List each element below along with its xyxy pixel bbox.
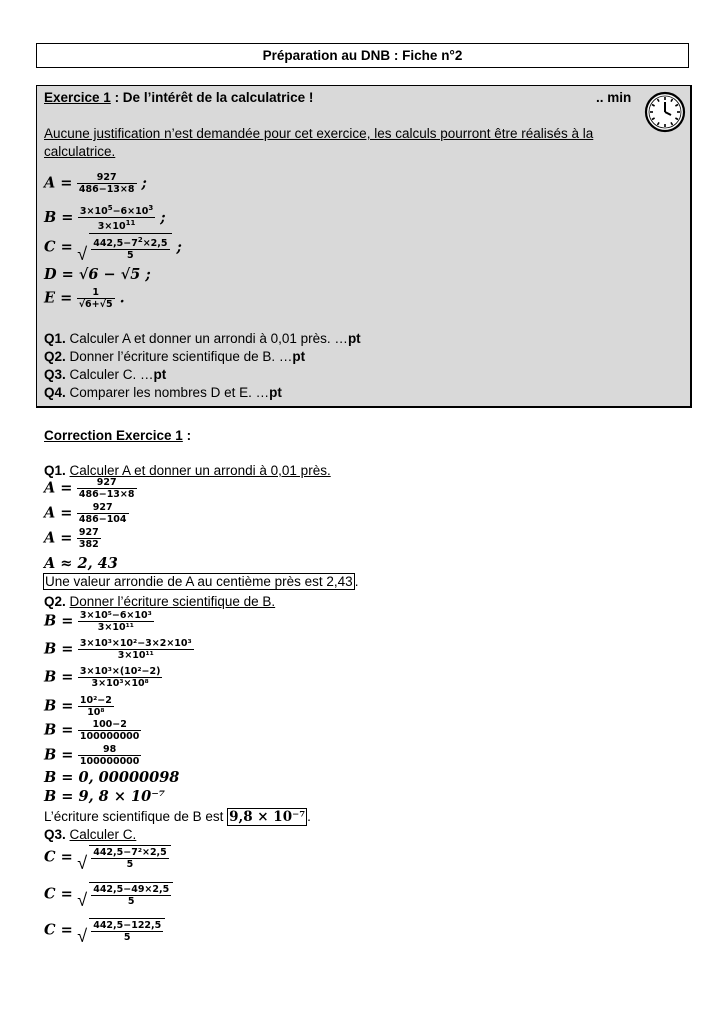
q2-step-6: B = $\frac{98}{100000000}$ [44, 744, 140, 767]
question-2: Q2. Donner l’écriture scientifique de B. …pt [44, 349, 306, 364]
correction-heading: Correction Exercice 1 : [44, 428, 192, 443]
question-4: Q4. Comparer les nombres D et E. …pt [44, 385, 282, 400]
instruction-line-1: Aucune justification n’est demandée pour cet exercice, les calculs pourront être réalisés à la [44, 126, 594, 141]
def-d: D = √6 − √5 ; [44, 266, 151, 283]
q1-step-2: A = $\frac{927}{486-104}$ [44, 502, 127, 525]
correction-q3-heading: Q3. Calculer C. [44, 827, 137, 842]
q3-step-3: C = √ $\frac{442,5-122,5}{5}$ [44, 918, 165, 943]
exercise-heading-text: : De l’intérêt de la calculatrice ! [110, 90, 314, 105]
def-a: A = $\frac{927}{486-13\times 8}$ ; [44, 172, 147, 195]
instruction-line-2: calculatrice. [44, 144, 116, 159]
q1-conclusion: Une valeur arrondie de A au centième près est 2,43 . [45, 574, 359, 589]
q2-step-5: B = $\frac{100-2}{100000000}$ [44, 719, 140, 742]
def-a-fraction: $\frac{927}{486-13\times 8}$ [78, 172, 135, 195]
q1-approx: A ≈ 2, 43 [44, 555, 118, 572]
q1-step-1: A = $\frac{927}{486-13\times 8}$ [44, 477, 135, 500]
q2-sci: B = 9, 8 × 10⁻⁷ [44, 788, 166, 805]
q2-decimal: B = 0, 00000098 [44, 769, 180, 786]
clock-icon [643, 90, 687, 134]
q3-step-2: C = √ $\frac{442,5-49\times 2,5}{5}$ [44, 882, 173, 907]
page-title: Préparation au DNB : Fiche n°2 [36, 43, 689, 68]
def-b: B = $\frac{3\times 10^5-6\times 10^3}{3\times 10^{11}}$ ; [44, 204, 166, 233]
q2-step-4: B = $\frac{\text{10²−2}}{\text{10⁸}}$ [44, 695, 112, 718]
exercise-time: .. min [596, 90, 632, 105]
def-c: C = √ $\frac{442,5-7^2\times 2,5}{5}$ ; [44, 233, 182, 261]
def-c-fraction: $\frac{442,5-7^2\times 2,5}{5}$ [93, 236, 168, 262]
correction-q2-heading: Q2. Donner l’écriture scientifique de B. [44, 594, 276, 609]
q2-conclusion: L’écriture scientifique de B est 9,8 × 10⁻⁷ . [44, 809, 311, 825]
q2-step-1: B = $\frac{\text{3×10⁵−6×10³}}{\text{3×10¹¹}}$ [44, 610, 152, 633]
exercise-label: Exercice 1 [44, 90, 111, 105]
q3-step-1: C = √ $\frac{\text{442,5−7²×2,5}}{5}$ [44, 845, 171, 870]
q1-step-3: A = $\frac{927}{382}$ [44, 527, 99, 550]
q2-step-3: B = $\frac{\text{3×10³×(10²−2)}}{\text{3×10³×10⁸}}$ [44, 666, 161, 689]
question-3: Q3. Calculer C. …pt [44, 367, 167, 382]
def-e-fraction: $\frac{1}{√6+√5}$ [78, 287, 113, 310]
def-e: E = $\frac{1}{√6+√5}$ . [44, 287, 125, 310]
correction-q1-heading: Q1. Calculer A et donner un arrondi à 0,01 près. [44, 463, 331, 478]
question-1: Q1. Calculer A et donner un arrondi à 0,01 près. …pt [44, 331, 361, 346]
q2-step-2: B = $\frac{\text{3×10³×10²−3×2×10³}}{\text{3×10¹¹}}$ [44, 638, 192, 661]
exercise-heading [44, 89, 313, 106]
def-b-fraction: $\frac{3\times 10^5-6\times 10^3}{3\times 10^{11}}$ [79, 204, 154, 233]
